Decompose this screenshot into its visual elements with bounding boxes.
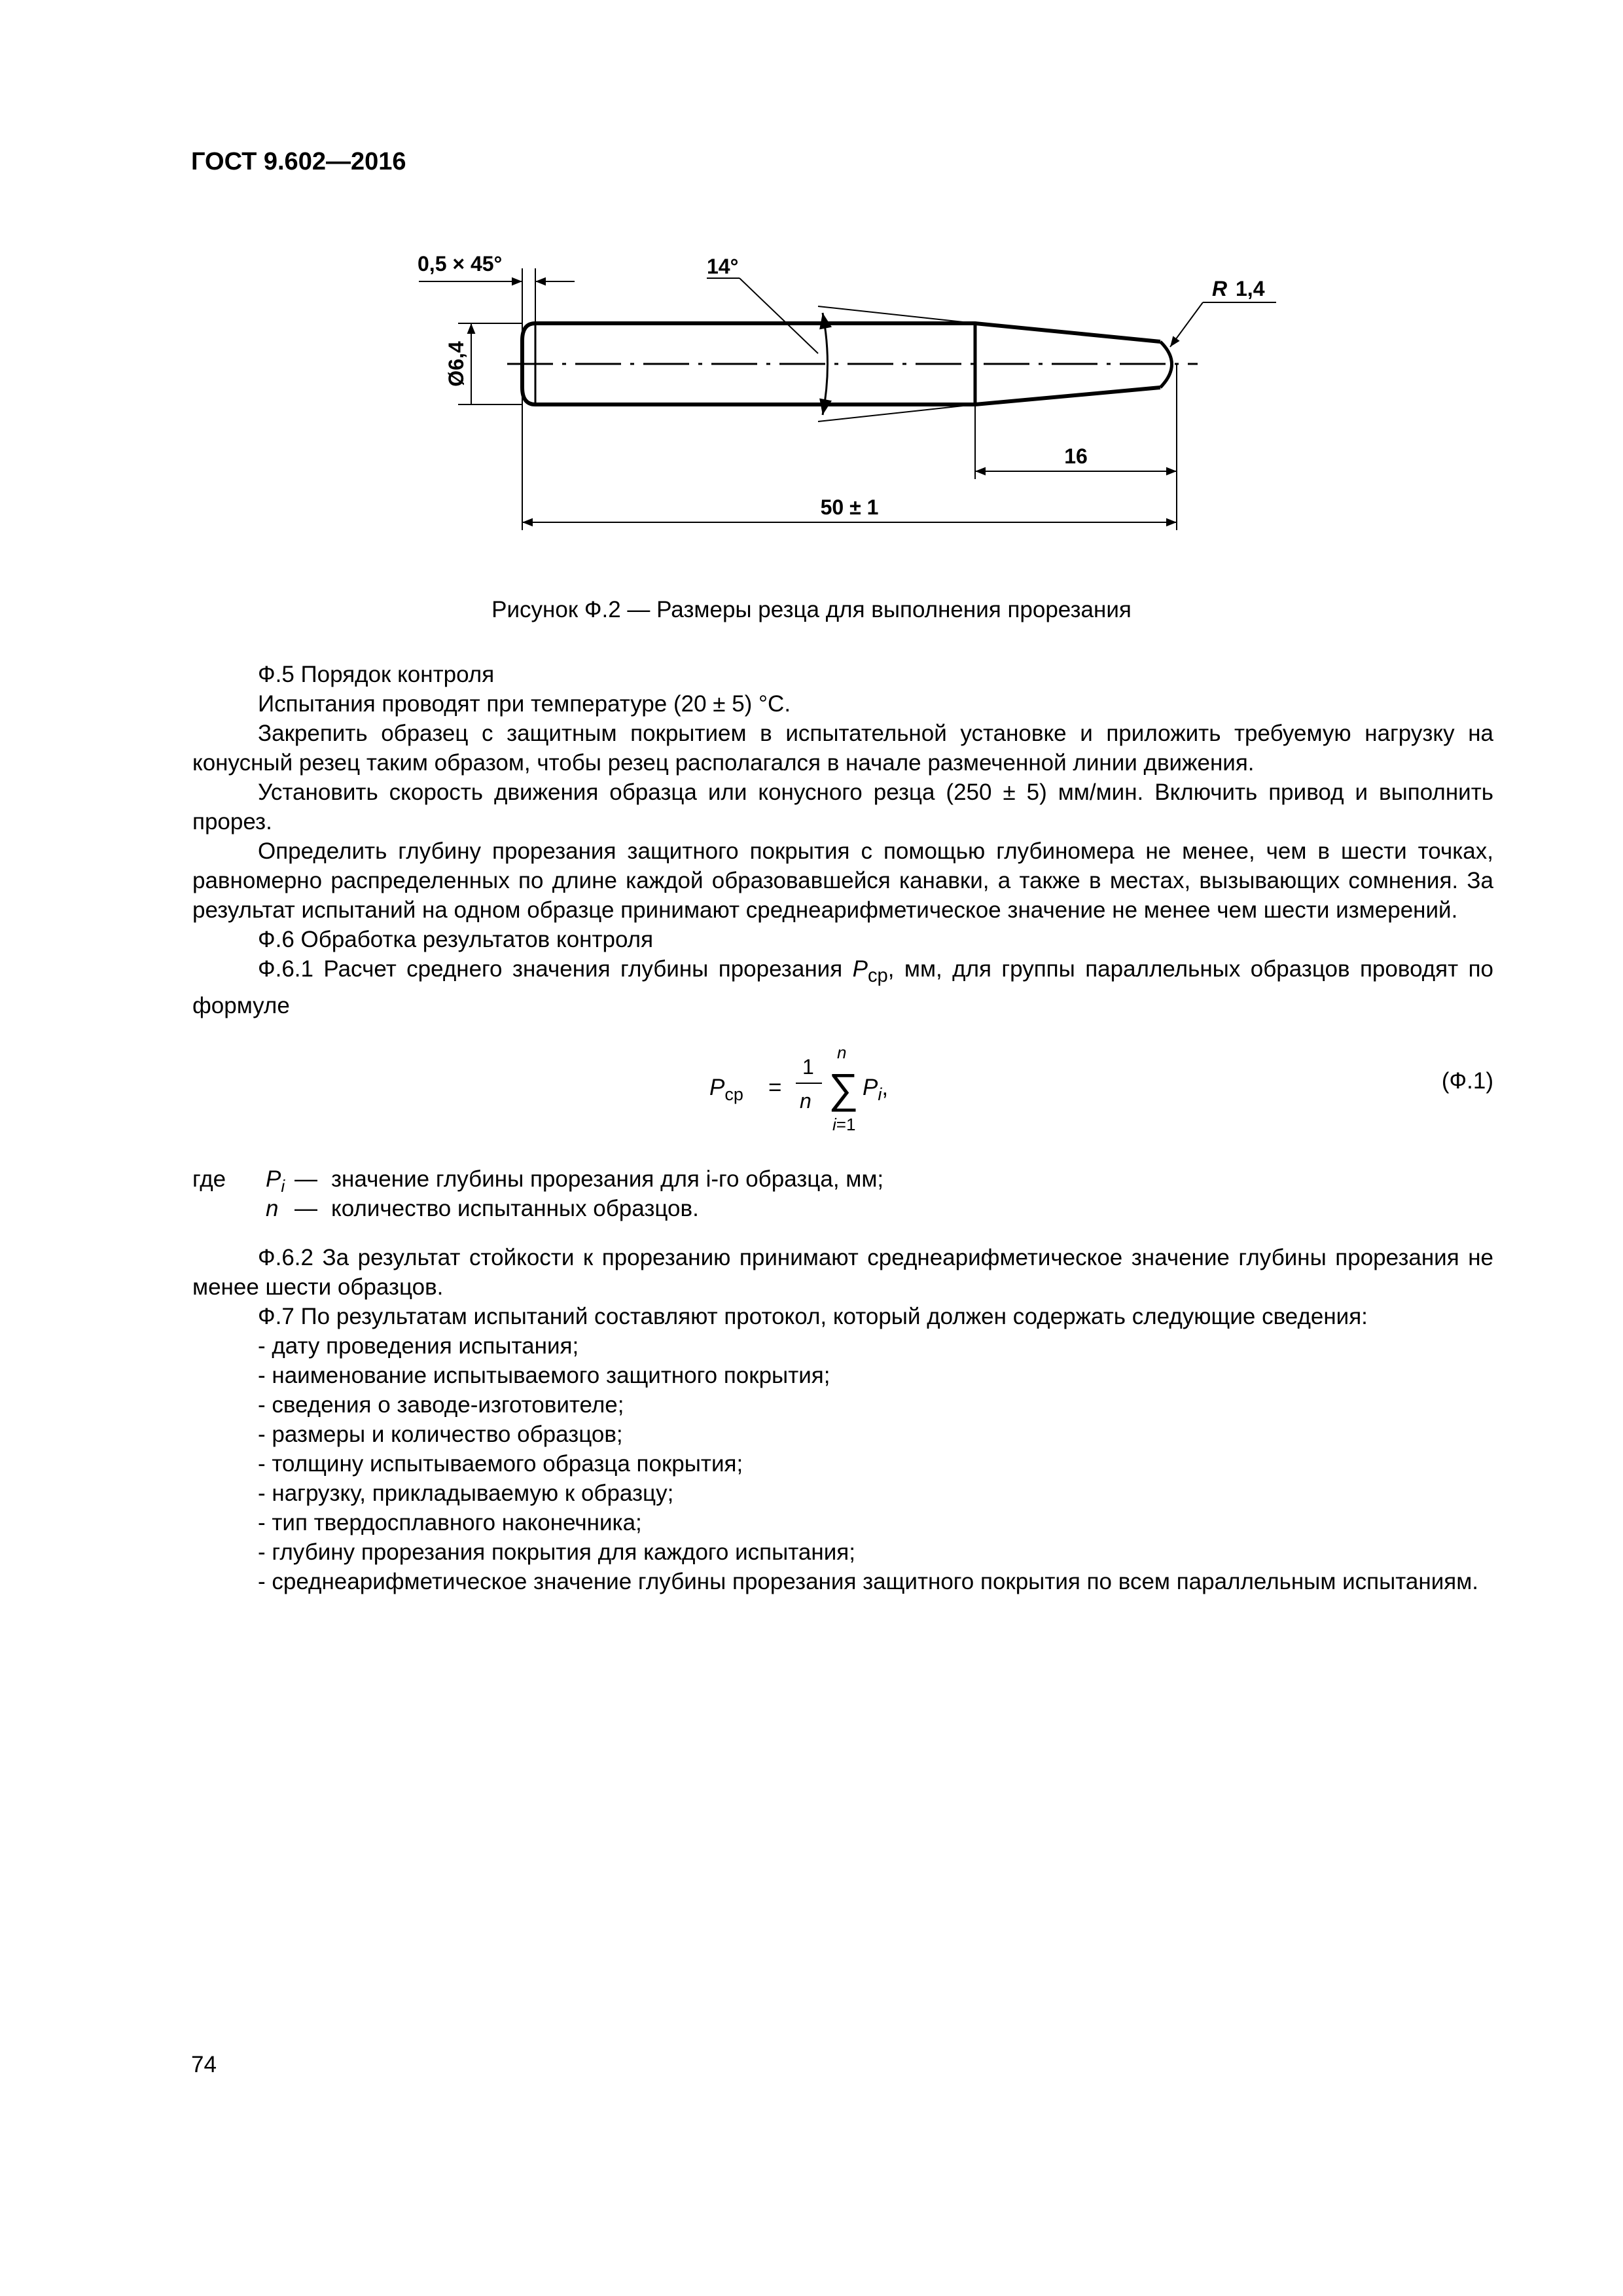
paragraph: Закрепить образец с защитным покрытием в испытательной установке и приложить требуемую нагрузку на конусный резец таким образом, чтобы резец располагался в начале размеченной линии движения. (192, 721, 1493, 776)
svg-text:1: 1 (802, 1055, 814, 1079)
angle-leader (740, 278, 818, 353)
list-item: - тип твердосплавного наконечника; (258, 1510, 642, 1535)
svg-text:R 1,4 (1212, 277, 1265, 300)
where-row: где $P_i$ — значение глубины прорезания для i-го образца, мм; (192, 1164, 1493, 1194)
formula-number: (Ф.1) (1441, 1068, 1493, 1094)
cutter-drawing (366, 242, 1296, 543)
symbol-p: P (852, 956, 868, 982)
list-item: - дату проведения испытания; (258, 1333, 579, 1359)
sum-sign: ∑ (829, 1065, 859, 1112)
section-f5-title: Ф.5 Порядок контроля (258, 662, 495, 687)
list-item: - нагрузку, прикладываемую к образцу; (258, 1480, 674, 1506)
page-number: 74 (191, 2052, 217, 2077)
paragraph: Установить скорость движения образца или конусного резца (250 ± 5) мм/мин. Включить привод и выполнить прорез. (192, 780, 1493, 834)
chamfer-label: 0,5 × 45° (418, 252, 503, 276)
formula-graphic (192, 1035, 1493, 1139)
where-row: n — количество испытанных образцов. (266, 1196, 699, 1221)
svg-text:n: n (800, 1089, 812, 1113)
tip-length-label: 16 (1064, 444, 1088, 468)
where-label: где (192, 1166, 226, 1192)
total-length-label: 50 ± 1 (820, 495, 879, 519)
svg-text:Pср: $P_{ср}$ (709, 1075, 743, 1104)
section-f6-title: Ф.6 Обработка результатов контроля (258, 927, 654, 952)
document-header: ГОСТ 9.602—2016 (191, 148, 406, 175)
list-item: - размеры и количество образцов; (258, 1422, 623, 1447)
diameter-label: Ø6,4 (444, 341, 468, 387)
list-item: - глубину прорезания покрытия для каждого испытания; (258, 1539, 855, 1565)
list-item: - сведения о заводе-изготовителе; (258, 1392, 624, 1418)
angle-label: 14° (707, 255, 739, 278)
svg-text:i=1: i=1 (832, 1115, 856, 1134)
paragraph: Испытания проводят при температуре (20 ± 5) °С. (258, 691, 791, 717)
paragraph-f62: Ф.6.2 За результат стойкости к прорезанию принимают среднеарифметическое значение глубины прорезания не менее шести образцов. (192, 1245, 1493, 1300)
list-item: - наименование испытываемого защитного покрытия; (258, 1363, 830, 1388)
radius-value: 1,4 (1236, 277, 1265, 300)
svg-text:n: n (837, 1043, 847, 1062)
list-item: - среднеарифметическое значение глубины прорезания защитного покрытия по всем параллельным испытаниям. (258, 1569, 1478, 1594)
radius-symbol: R (1212, 277, 1228, 300)
paragraph: Определить глубину прорезания защитного покрытия с помощью глубиномера не менее, чем в шести точках, равномерно распределенных по длине каждой образовавшейся канавки, а также в местах, вызывающих сомнения. За результат испытаний на одном образце принимают среднеарифметическое значение не менее чем шести измерений. (192, 838, 1493, 923)
figure-caption: Рисунок Ф.2 — Размеры резца для выполнения прорезания (491, 597, 1132, 622)
paragraph-f7: Ф.7 По результатам испытаний составляют протокол, который должен содержать следующие сведения: (258, 1304, 1368, 1329)
paragraph-f61: Ф.6.1 Расчет среднего значения глубины прорезания $P_{ср}$, мм, для группы параллельных образцов проводят по формуле (192, 956, 1494, 1018)
svg-text:=: = (768, 1075, 782, 1100)
where-block (192, 1164, 1493, 1223)
list-item: - толщину испытываемого образца покрытия; (258, 1451, 743, 1477)
svg-text:Pi,: $P_i$, (863, 1075, 889, 1104)
document-body (192, 660, 1493, 1596)
formula-f1 (192, 1035, 1493, 1139)
